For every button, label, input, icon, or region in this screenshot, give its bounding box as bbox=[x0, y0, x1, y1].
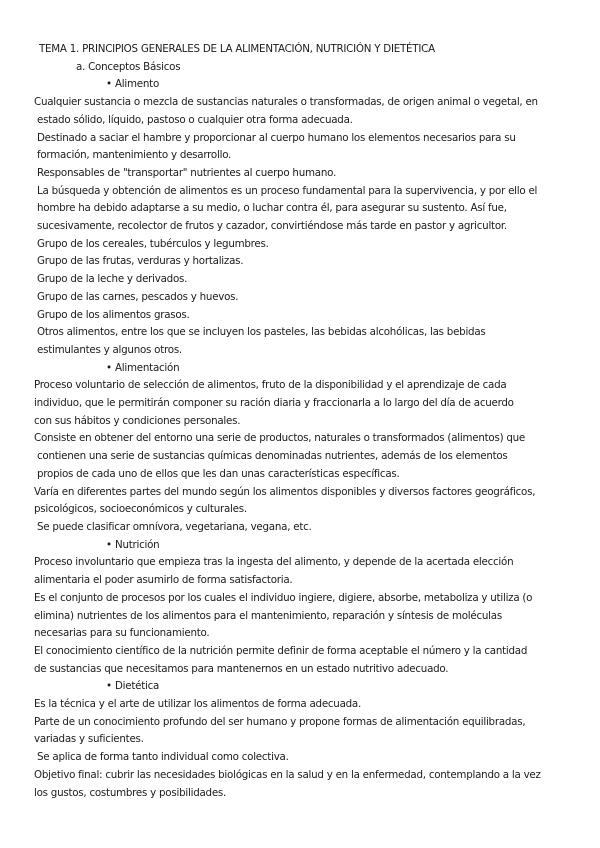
paragraph-line: Proceso voluntario de selección de alimentos, fruto de la disponibilidad y el aprendizaje de cada bbox=[34, 379, 507, 392]
list-item: estimulantes y algunos otros. bbox=[37, 343, 182, 356]
bullet-heading-alimento: • Alimento bbox=[34, 76, 580, 94]
paragraph-line: elimina) nutrientes de los alimentos para el mantenimiento, reparación y síntesis de moléculas bbox=[34, 609, 502, 622]
list-item: Otros alimentos, entre los que se incluyen los pasteles, las bebidas alcohólicas, las bebidas bbox=[37, 326, 486, 339]
paragraph-line: Cualquier sustancia o mezcla de sustancias naturales o transformadas, de origen animal o vegetal, en bbox=[34, 96, 538, 109]
paragraph-line: con sus hábitos y condiciones personales. bbox=[34, 414, 241, 427]
list-item: Grupo de las carnes, pescados y huevos. bbox=[37, 290, 239, 303]
paragraph-line: Se aplica de forma tanto individual como colectiva. bbox=[37, 751, 289, 764]
bullet-heading-dietetica: • Dietética bbox=[34, 678, 580, 696]
paragraph-line: estado sólido, líquido, pastoso o cualquier otra forma adecuada. bbox=[37, 113, 353, 126]
paragraph-line: Objetivo final: cubrir las necesidades biológicas en la salud y en la enfermedad, contemplando a la vez bbox=[34, 768, 541, 781]
paragraph-line: de sustancias que necesitamos para mantenernos en un estado nutritivo adecuado. bbox=[34, 662, 449, 675]
paragraph-line: sucesivamente, recolector de frutos y cazador, convirtiéndose más tarde en pastor y agricultor. bbox=[37, 220, 507, 233]
paragraph-line: formación, mantenimiento y desarrollo. bbox=[37, 149, 232, 162]
paragraph-line: necesarias para su funcionamiento. bbox=[34, 627, 210, 640]
list-item: Grupo de la leche y derivados. bbox=[37, 273, 188, 286]
paragraph-line: Parte de un conocimiento profundo del ser humano y propone formas de alimentación equilibradas, bbox=[34, 715, 526, 728]
paragraph-line: El conocimiento científico de la nutrición permite definir de forma aceptable el número y la cantidad bbox=[34, 644, 528, 657]
paragraph-line: Varía en diferentes partes del mundo según los alimentos disponibles y diversos factores geográficos, bbox=[34, 485, 536, 498]
paragraph-line: Es el conjunto de procesos por los cuales el individuo ingiere, digiere, absorbe, metaboliza y utiliza (o bbox=[34, 591, 533, 604]
bullet-heading-alimentacion: • Alimentación bbox=[34, 360, 580, 378]
paragraph-line: La búsqueda y obtención de alimentos es un proceso fundamental para la supervivencia, y por ello el bbox=[37, 184, 538, 197]
bullet-icon: • bbox=[106, 538, 112, 551]
paragraph-line: Es la técnica y el arte de utilizar los alimentos de forma adecuada. bbox=[34, 698, 362, 711]
paragraph-line: Proceso involuntario que empieza tras la ingesta del alimento, y depende de la acertada elección bbox=[34, 556, 514, 569]
paragraph-line: individuo, que le permitirán componer su ración diaria y fraccionarla a lo largo del día de acuerdo bbox=[34, 397, 514, 410]
paragraph-line: Responsables de "transportar" nutrientes al cuerpo humano. bbox=[37, 166, 336, 179]
paragraph-line: propios de cada uno de ellos que les dan unas características específicas. bbox=[37, 467, 400, 480]
bullet-icon: • bbox=[106, 680, 112, 693]
paragraph-line: los gustos, costumbres y posibilidades. bbox=[34, 786, 227, 799]
paragraph-line: contienen una serie de sustancias químicas denominadas nutrientes, además de los elementos bbox=[37, 450, 508, 463]
list-item: Grupo de las frutas, verduras y hortalizas. bbox=[37, 255, 244, 268]
paragraph-line: variadas y suficientes. bbox=[34, 733, 144, 746]
document-title: TEMA 1. PRINCIPIOS GENERALES DE LA ALIMENTACIÓN, NUTRICIÓN Y DIETÉTICA bbox=[39, 43, 435, 55]
subsection-heading: a. Conceptos Básicos bbox=[76, 60, 181, 73]
list-item: Grupo de los cereales, tubérculos y legumbres. bbox=[37, 237, 269, 250]
list-item: Grupo de los alimentos grasos. bbox=[37, 308, 190, 321]
bullet-icon: • bbox=[106, 78, 112, 91]
paragraph-line: Destinado a saciar el hambre y proporcionar al cuerpo humano los elementos necesarios para su bbox=[37, 131, 516, 144]
paragraph-line: Consiste en obtener del entorno una serie de productos, naturales o transformados (alimentos) que bbox=[34, 432, 526, 445]
bullet-icon: • bbox=[106, 361, 112, 374]
paragraph-line: Se puede clasificar omnívora, vegetariana, vegana, etc. bbox=[37, 520, 312, 533]
paragraph-line: hombre ha debido adaptarse a su medio, o luchar contra él, para asegurar su sustento. Así fue, bbox=[37, 202, 507, 215]
paragraph-line: alimentaria el poder asumirlo de forma satisfactoria. bbox=[34, 574, 293, 587]
paragraph-line: psicológicos, socioeconómicos y culturales. bbox=[34, 503, 247, 516]
bullet-heading-nutricion: • Nutrición bbox=[34, 537, 580, 555]
